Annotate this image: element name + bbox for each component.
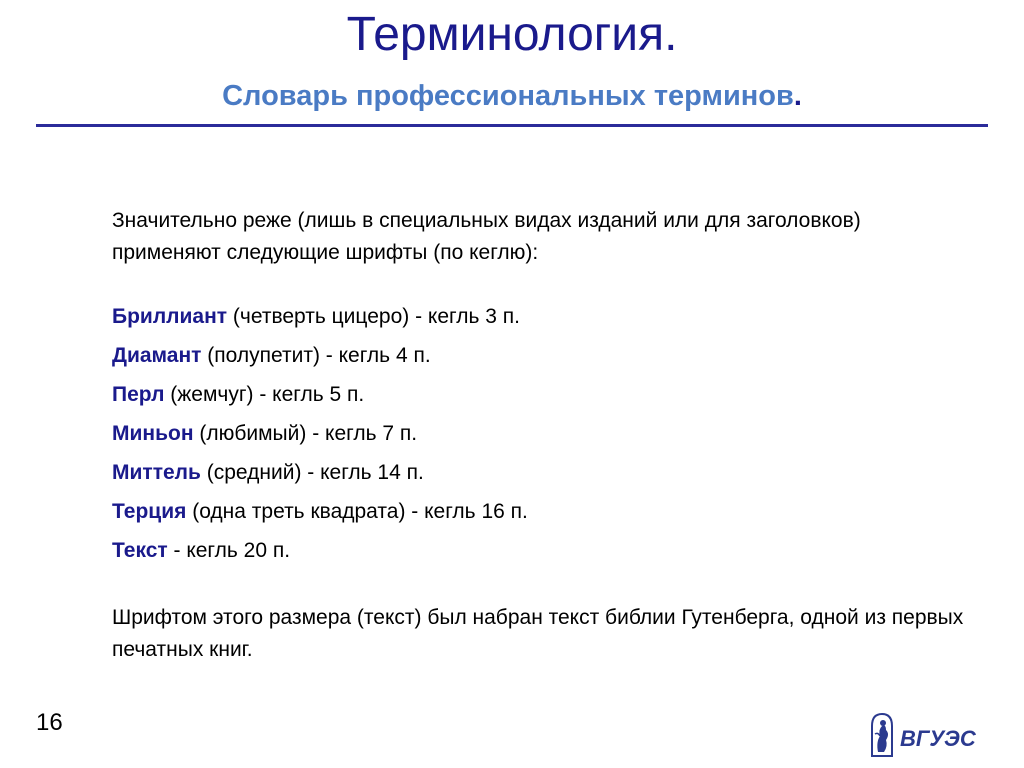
slide-title: Терминология.: [346, 8, 678, 61]
subtitle-dot: .: [793, 80, 802, 112]
term-name: Диамант: [112, 344, 202, 367]
logo-text: ВГУЭС: [900, 726, 976, 751]
term-item: [112, 453, 972, 492]
term-name: Терция: [112, 500, 187, 523]
term-item: [112, 375, 972, 414]
term-list: [112, 297, 972, 570]
term-item: [112, 297, 972, 336]
term-item: [112, 531, 972, 570]
term-name: Бриллиант: [112, 305, 228, 328]
slide-subtitle: [0, 78, 1024, 114]
intro-paragraph: Значительно реже (лишь в специальных видах изданий или для заголовков) применяют следующие шрифты (по кеглю):: [112, 209, 861, 264]
term-description: (любимый) - кегль 7 п.: [193, 422, 418, 445]
term-description: (одна треть квадрата) - кегль 16 п.: [186, 500, 528, 523]
term-item: [112, 336, 972, 375]
term-description: (четверть цицеро) - кегль 3 п.: [227, 305, 520, 328]
term-name: Миньон: [112, 422, 194, 445]
subtitle-text: Словарь профессиональных терминов: [222, 80, 794, 112]
term-item: [112, 492, 972, 531]
term-description: (жемчуг) - кегль 5 п.: [164, 383, 365, 406]
university-logo: [866, 712, 990, 762]
term-description: - кегль 20 п.: [167, 539, 291, 562]
title-divider: [36, 124, 988, 127]
term-name: Текст: [112, 539, 168, 562]
term-name: Перл: [112, 383, 165, 406]
term-name: Миттель: [112, 461, 201, 484]
outro-paragraph: Шрифтом этого размера (текст) был набран текст библии Гутенберга, одной из первых печатных книг.: [112, 606, 964, 661]
term-item: [112, 414, 972, 453]
page-number: 16: [36, 709, 63, 736]
term-description: (полупетит) - кегль 4 п.: [201, 344, 431, 367]
term-description: (средний) - кегль 14 п.: [200, 461, 424, 484]
logo-emblem-icon: [872, 714, 892, 756]
